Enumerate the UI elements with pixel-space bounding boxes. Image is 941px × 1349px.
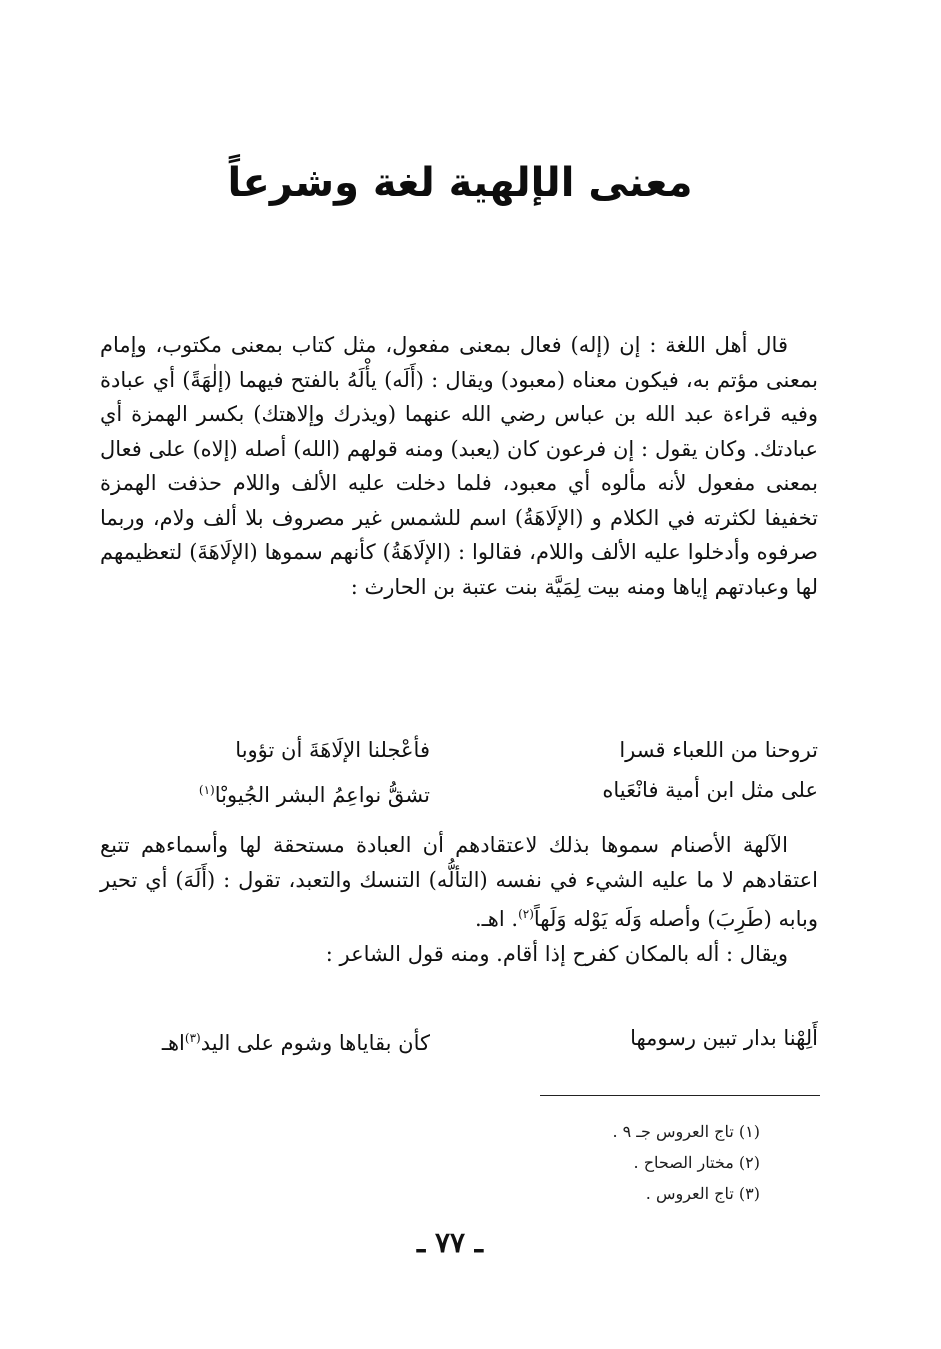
main-text-block (100, 328, 818, 604)
footnote-marker: (٢) (518, 907, 534, 921)
poem-block-1 (100, 730, 818, 810)
footnote-marker: (١) (198, 783, 215, 797)
footnote-item: (٢) مختار الصحاح . (633, 1153, 760, 1172)
paragraph-idols-text: الآلهة الأصنام سموها بذلك لاعتقادهم أن العبادة مستحقة لها وأسماءهم تتبع اعتقادهم لا ما عليه الشيء في نفسه (التألُّه) التنسك والتعبد، تقول : (أَلَهَ) أي تحير وبابه (طَرِبَ) وأصله وَلَه يَوْله وَلَهاً (100, 833, 818, 931)
footnote-divider (540, 1095, 820, 1096)
verse-hemistich (100, 1018, 430, 1058)
verse-line (100, 1018, 818, 1058)
verse-hemistich: تروحنا من اللعباء قسرا (619, 738, 818, 762)
paragraph-idols (100, 828, 818, 937)
footnotes (540, 1116, 760, 1209)
verse-hemistich: على مثل ابن أمية فانْعَياه (602, 778, 818, 802)
page-title: معنى الإلهية لغة وشرعاً (227, 160, 693, 206)
verse-line (100, 730, 818, 770)
second-text-block (100, 828, 818, 971)
verse-hemistich (100, 770, 430, 810)
verse-hemistich: أَلِهْنا بدار تبين رسومها (630, 1026, 818, 1050)
verse-text: كأن بقاياها وشوم على اليد (200, 1031, 430, 1055)
paragraph-language-definition: قال أهل اللغة : إن (إله) فعال بمعنى مفعول، مثل كتاب بمعنى مكتوب، وإمام بمعنى مؤتم به، فيكون معناه (معبود) ويقال : (أَلَه) يأْلَهُ بالفتح فيهما (إلٰهَةً) أي عبادة وفيه قراءة عبد الله بن عباس رضي الله عنهما (ويذرك وإلاهتك) بكسر الهمزة أي عبادتك. وكان يقول : إن فرعون كان (يعبد) ومنه قولهم (الله) أصله (إلاه) على فعال بمعنى مفعول لأنه مألوه أي معبود، فلما دخلت عليه الألف واللام حذفت الهمزة تخفيفا لكثرته في الكلام و (الإلَاهَةُ) اسم للشمس غير مصروف بلا ألف ولام، وربما صرفوه وأدخلوا عليه الألف واللام، فقالوا : (الإلَاهَةُ) كأنهم سموها (الإلَاهَةَ) لتعظيمهم لها وعبادتهم إياها ومنه بيت لِمَيَّة بنت عتبة بن الحارث : (100, 333, 818, 599)
verse-hemistich: فأعْجلنا الإلَاهَةَ أن تؤوبا (235, 738, 430, 762)
footnote-marker: (٣) (184, 1031, 201, 1045)
paragraph-residence: ويقال : أله بالمكان كفرح إذا أقام. ومنه قول الشاعر : (325, 941, 788, 966)
verse-end: اهـ (161, 1031, 185, 1055)
verse-text: تشقُّ نواعِمُ البشر الجُيوبْا (214, 783, 430, 807)
page-number: ـ ٧٧ ـ (417, 1226, 483, 1259)
poem-block-2 (100, 1018, 818, 1058)
verse-line (100, 770, 818, 810)
footnote-item: (١) تاج العروس جـ ٩ . (612, 1122, 760, 1141)
paragraph-idols-end: . اهـ. (474, 907, 519, 931)
footnote-item: (٣) تاج العروس . (645, 1184, 760, 1203)
